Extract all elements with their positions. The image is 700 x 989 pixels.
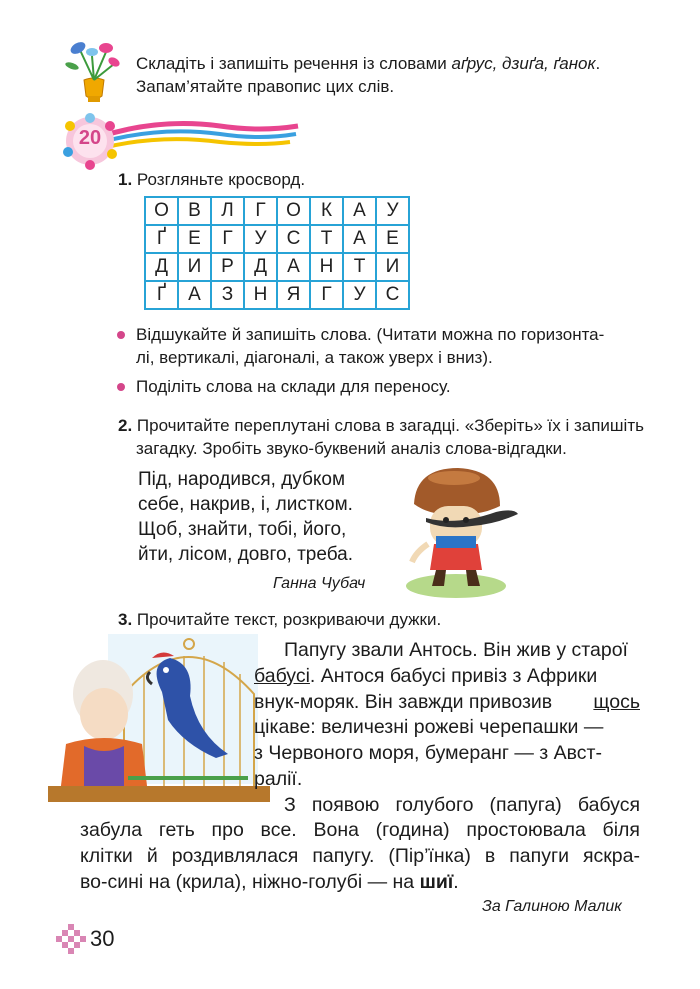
crossword-row xyxy=(145,225,409,253)
crossword-row xyxy=(145,253,409,281)
crossword-cell: Т xyxy=(310,225,343,253)
intro-line-1: Складіть і запишіть речення із словами аґрус, дзиґа, ґанок. xyxy=(136,54,601,73)
story-author: За Галиною Малик xyxy=(482,898,622,915)
crossword-cell: В xyxy=(178,197,211,225)
crossword-cell: К xyxy=(310,197,343,225)
crossword-cell: А xyxy=(178,281,211,309)
crossword-row xyxy=(145,197,409,225)
story-line: бабусі. Антося бабусі привіз з Африки xyxy=(254,665,598,687)
task1-bullet2: Поділіть слова на склади для переносу. xyxy=(136,377,451,396)
crossword-cell: Ґ xyxy=(145,225,178,253)
crossword-cell: Г xyxy=(244,197,277,225)
task2-line2: загадку. Зробіть звуко-буквений аналіз слова-відгадки. xyxy=(136,439,567,458)
ornament-icon xyxy=(56,924,86,954)
flower-vase-icon xyxy=(62,36,126,106)
crossword-cell: У xyxy=(376,197,409,225)
crossword-cell: Г xyxy=(310,281,343,309)
crossword-cell: Г xyxy=(211,225,244,253)
task3-heading: 3. Прочитайте текст, розкриваючи дужки. xyxy=(118,610,442,629)
crossword-grid xyxy=(144,196,410,310)
task1-heading: 1. Розгляньте кросворд. xyxy=(118,170,306,189)
crossword-cell: У xyxy=(244,225,277,253)
crossword-cell: Д xyxy=(145,253,178,281)
crossword-cell: И xyxy=(376,253,409,281)
crossword-cell: А xyxy=(343,225,376,253)
crossword-cell: А xyxy=(277,253,310,281)
story-line: клітки й роздивлялася папугу. (Пір’їнка) в папуги яскра- xyxy=(80,845,640,867)
crossword-cell: Д xyxy=(244,253,277,281)
crossword-cell: Е xyxy=(178,225,211,253)
lesson-ribbon xyxy=(100,112,300,152)
crossword-row xyxy=(145,281,409,309)
page-number: 30 xyxy=(90,926,115,951)
crossword-cell: А xyxy=(343,197,376,225)
crossword-cell: Ґ xyxy=(145,281,178,309)
crossword-cell: Л xyxy=(211,197,244,225)
riddle-line: йти, лісом, довго, треба. xyxy=(138,544,353,565)
story-line: з Червоного моря, бумеранг — з Авст- xyxy=(254,742,602,764)
crossword-cell: У xyxy=(343,281,376,309)
story-line: во-сині на (крила), ніжно-голубі — на шиї. xyxy=(80,871,459,893)
story-line: ралії. xyxy=(254,768,303,790)
crossword-cell: З xyxy=(211,281,244,309)
mushroom-character-illustration xyxy=(396,460,526,600)
story-line: Папугу звали Антось. Він жив у старої xyxy=(284,639,628,661)
crossword-cell: Н xyxy=(244,281,277,309)
bullet-dot xyxy=(117,383,125,391)
story-line: З появою голубого (папуга) бабуся xyxy=(284,794,640,816)
crossword-cell: Е xyxy=(376,225,409,253)
riddle-line: Під, народився, дубком xyxy=(138,469,346,490)
lesson-number: 20 xyxy=(78,127,102,149)
crossword-cell: Н xyxy=(310,253,343,281)
task1-bullet1-line1: Відшукайте й запишіть слова. (Читати можна по горизонта- xyxy=(136,325,605,344)
story-line: внук-моряк. Він завжди привозив щось xyxy=(254,691,640,713)
crossword-cell: О xyxy=(145,197,178,225)
crossword-cell: Я xyxy=(277,281,310,309)
task2-line1: 2. Прочитайте переплутані слова в загадці. «Зберіть» їх і запишіть xyxy=(118,416,644,435)
crossword-cell: С xyxy=(277,225,310,253)
intro-line-2: Запам’ятайте правопис цих слів. xyxy=(136,77,395,96)
riddle-line: Щоб, знайти, тобі, його, xyxy=(138,519,347,540)
crossword-cell: С xyxy=(376,281,409,309)
crossword-cell: Т xyxy=(343,253,376,281)
task1-bullet1-line2: лі, вертикалі, діагоналі, а також уверх і вниз). xyxy=(136,348,493,367)
crossword-cell: И xyxy=(178,253,211,281)
riddle-author: Ганна Чубач xyxy=(273,575,366,592)
story-line: забула геть про все. Вона (година) простоювала біля xyxy=(80,819,640,841)
bullet-dot xyxy=(117,331,125,339)
crossword-cell: Р xyxy=(211,253,244,281)
crossword-cell: О xyxy=(277,197,310,225)
grandma-parrot-illustration xyxy=(48,634,270,814)
riddle-line: себе, накрив, і, листком. xyxy=(138,494,353,515)
story-line: цікаве: величезні рожеві черепашки — xyxy=(254,716,604,738)
